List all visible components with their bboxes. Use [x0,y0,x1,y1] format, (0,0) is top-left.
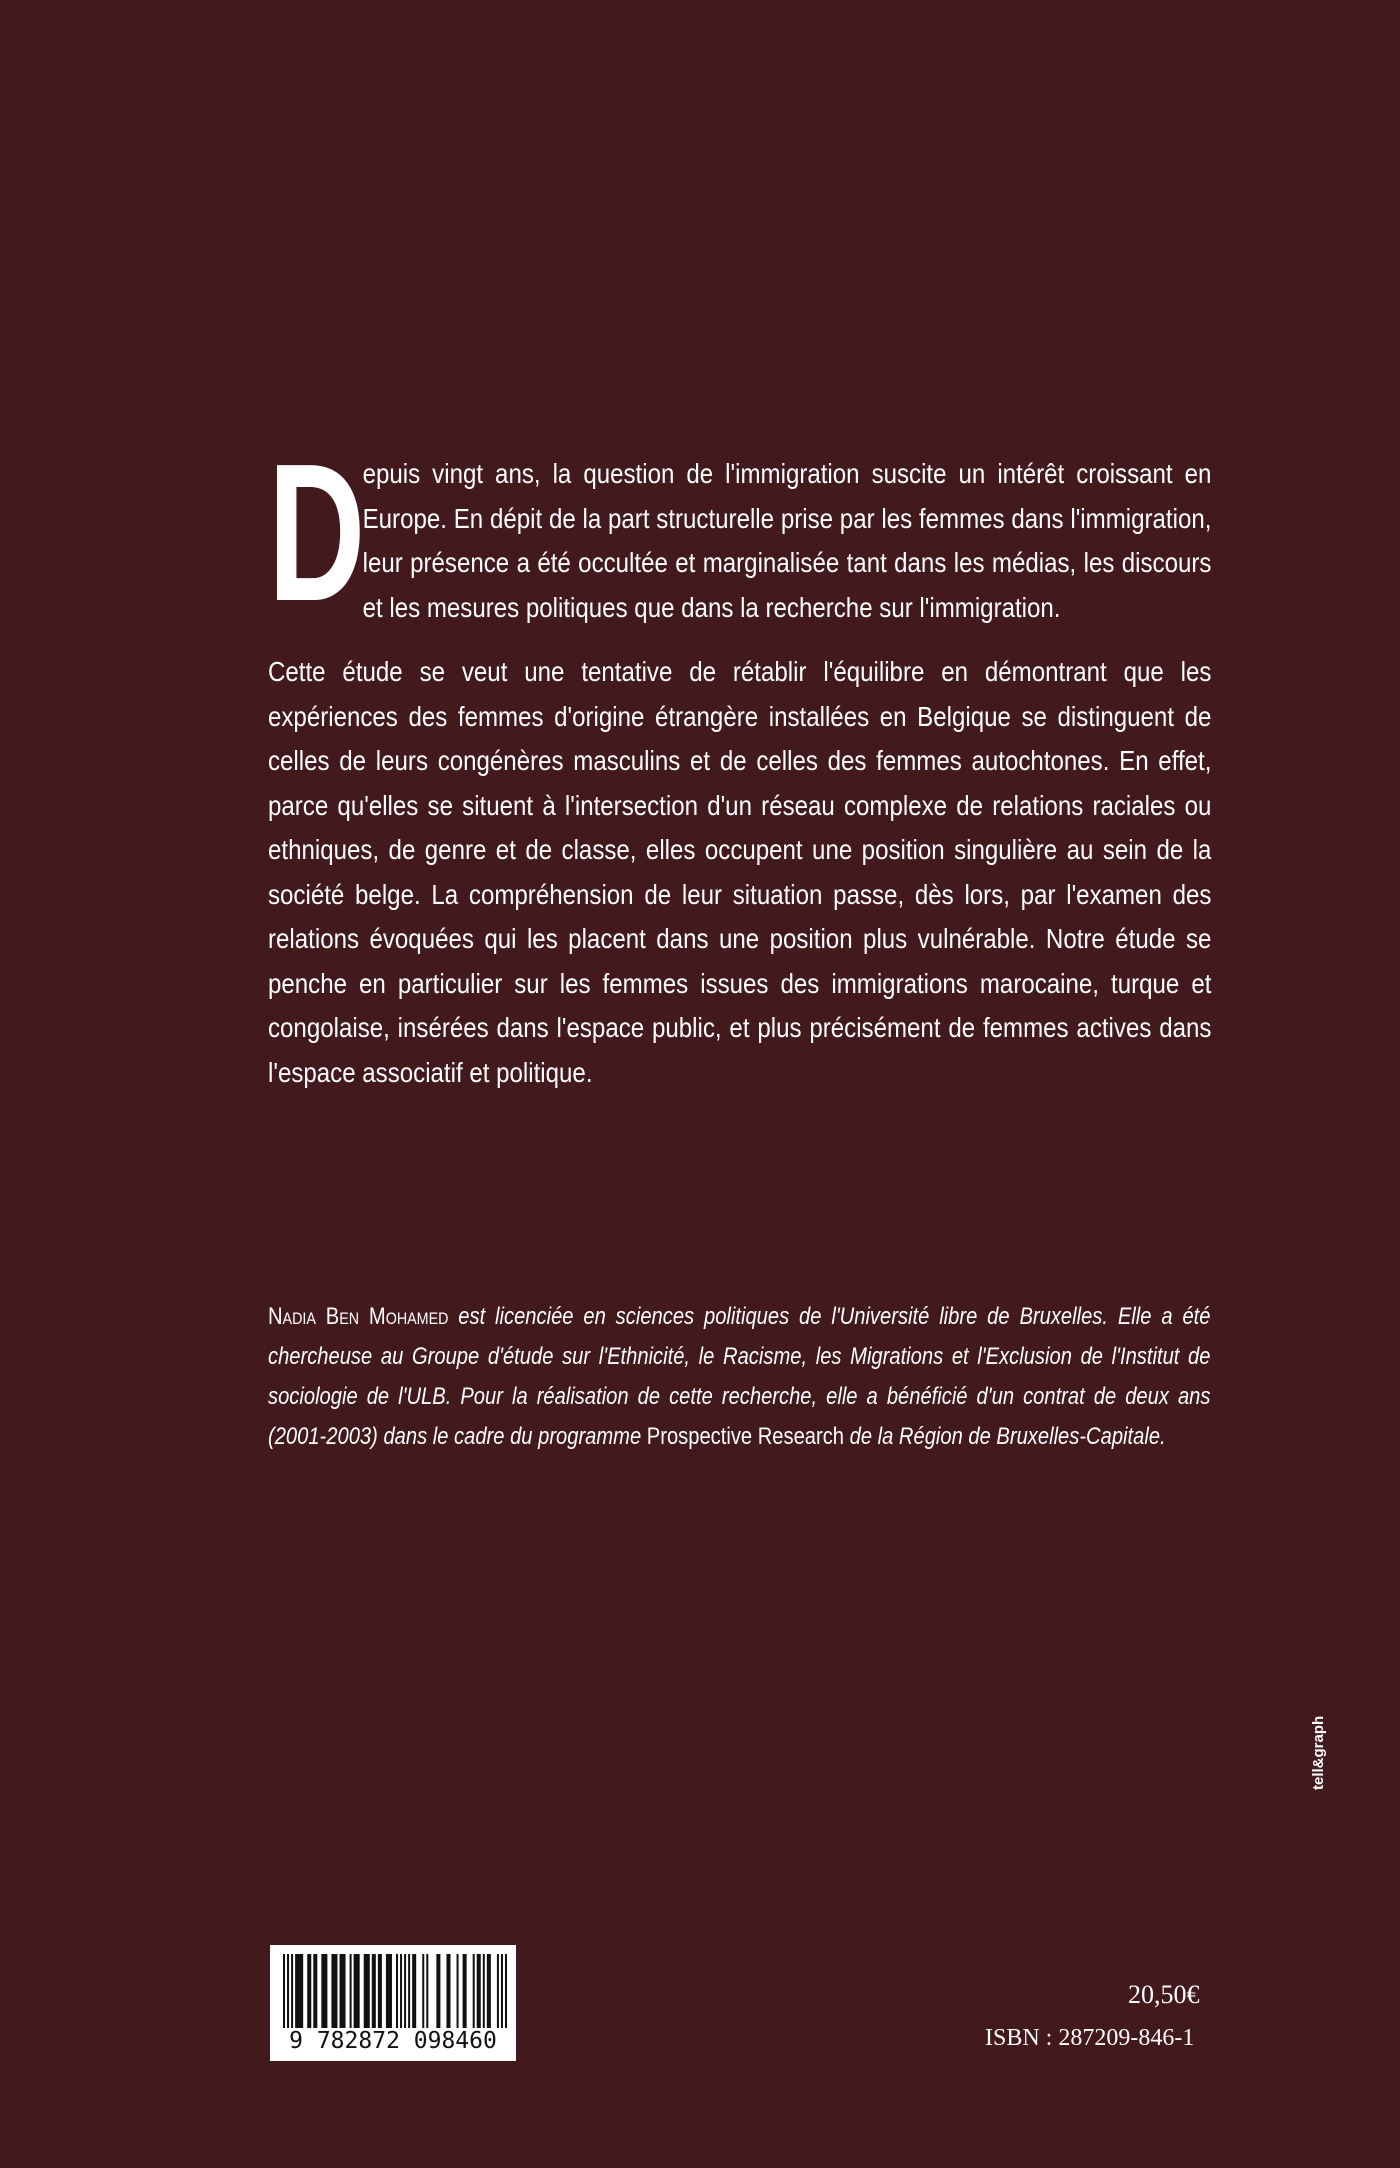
barcode-bar [487,1954,491,2028]
barcode-bar [457,1954,459,2028]
barcode-bar [396,1954,398,2028]
barcode-bar [404,1954,406,2028]
barcode-bar [477,1954,481,2028]
barcode-bar [497,1954,499,2028]
barcode-bar [463,1954,467,2028]
bio-text-2: de la Région de Bruxelles-Capitale. [844,1423,1166,1450]
barcode-bar [446,1954,450,2028]
drop-cap: D [268,423,366,642]
price: 20,50€ [1128,1980,1200,2009]
isbn: ISBN : 287209-846-1 [985,2025,1195,2051]
barcode-bar [400,1954,402,2028]
barcode-bar [287,1954,289,2028]
barcode-bar [283,1954,285,2028]
barcode-bar [295,1954,303,2028]
barcode-bar [412,1954,416,2028]
barcode-bar [473,1954,475,2028]
author-name: Nadia Ben Mohamed [268,1303,449,1330]
barcode-bar [378,1954,382,2028]
barcode-bar [386,1954,392,2028]
blurb-paragraph-2: Cette étude se veut une tentative de rétablir l'équilibre en démontrant que les expériences des femmes d'origine étrangère installées en Belgique se distinguent de celles de leurs congénères masculins et de celles des femmes autochtones. En effet, parce qu'elles se situent à l'intersection d'un réseau complexe de relations raciales ou ethniques, de genre et de classe, elles occupent une position singulière au sein de la société belge. La compréhension de leur situation passe, dès lors, par l'examen des relations évoquées qui les placent dans une position plus vulnérable. Notre étude se penche en particulier sur les femmes issues des immigrations marocaine, turque et congolaise, insérées dans l'espace public, et plus précisément de femmes actives dans l'espace associatif et politique. [268,656,1212,1088]
barcode-bar [354,1954,360,2028]
program-name: Prospective Research [646,1423,845,1450]
barcode-bar [436,1954,440,2028]
barcode-bar [340,1954,346,2028]
barcode-bar [313,1954,317,2028]
blurb-paragraph-1-text: epuis vingt ans, la question de l'immigration suscite un intérêt croissant en Europe. En dépit de la part structurelle prise par les femmes dans l'immigration, leur présence a été occultée et marginalisée tant dans les médias, les discours et les mesures politiques que dans la recherche sur l'immigration. [362,458,1212,623]
barcode-bar [350,1954,352,2028]
barcode-bar [501,1954,503,2028]
barcode-bar [408,1954,410,2028]
barcode-bar [321,1954,327,2028]
barcode-bar [483,1954,485,2028]
author-bio [268,1297,1210,1457]
designer-credit: tell&graph [1310,1715,1327,1790]
barcode-bar [505,1954,507,2028]
barcode-bar [307,1954,311,2028]
barcode-bar [364,1954,370,2028]
barcode-bar [426,1954,428,2028]
barcode-bar [291,1954,293,2028]
barcode [270,1945,516,2061]
blurb-paragraph-1 [268,423,1212,642]
barcode-bars [283,1954,507,2028]
blurb-text [268,423,1212,1115]
barcode-bar [422,1954,424,2028]
bio-text-1: est licenciée en sciences politiques de l'Université libre de Bruxelles. Elle a été chercheuse au Groupe d'étude sur l'Ethnicité, le Racisme, les Migrations et l'Exclusion de l'Institut de sociologie de l'ULB. Pour la réalisation de cette recherche, elle a bénéficié d'un contrat de deux ans (2001-2003) dans le cadre du programme [268,1303,1211,1450]
barcode-bar [372,1954,376,2028]
barcode-bar [331,1954,337,2028]
barcode-digits: 9 782872 098460 [289,2028,497,2054]
